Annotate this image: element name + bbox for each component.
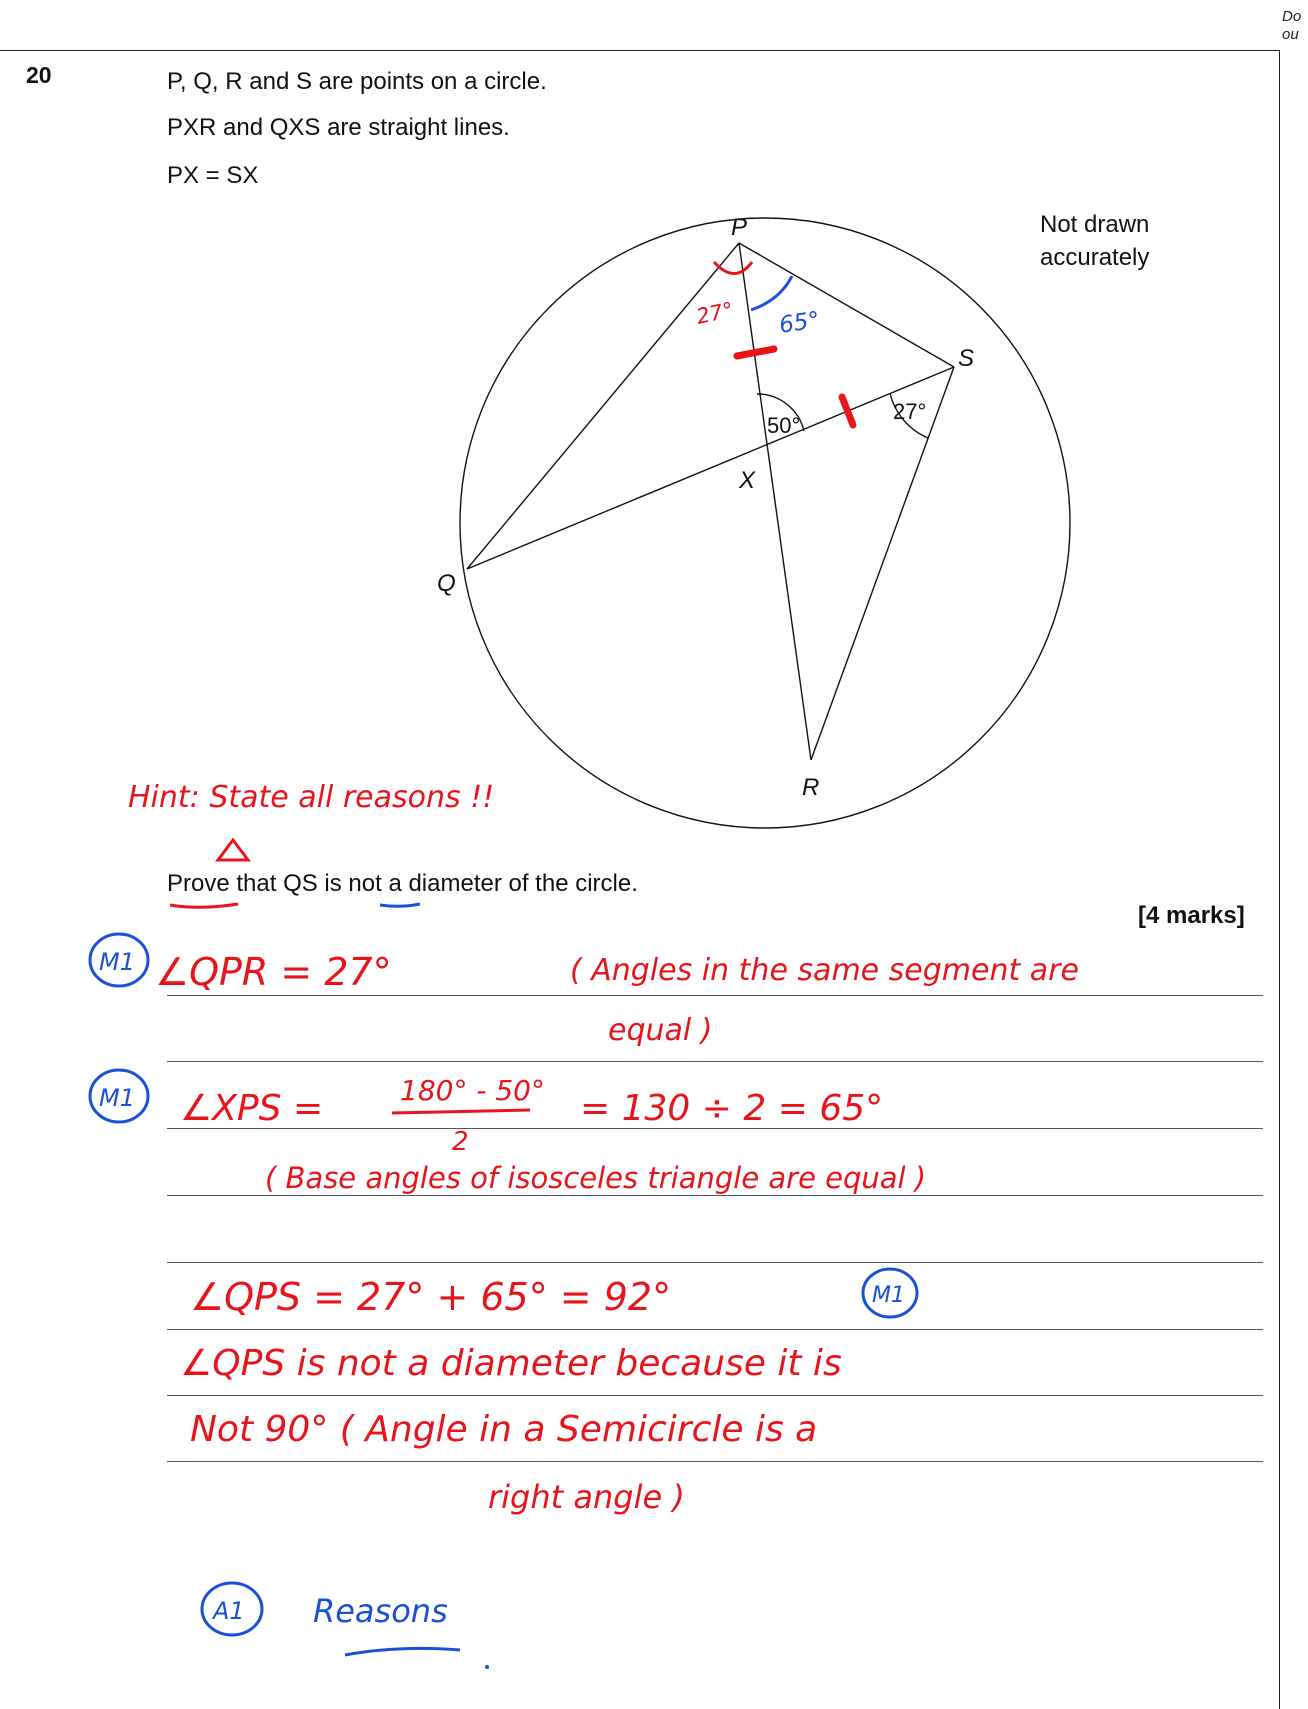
- annotation-65-at-P: 65°: [777, 307, 822, 339]
- mark-line1: M1: [99, 948, 135, 976]
- result-line2: = 130 ÷ 2 = 65°: [580, 1088, 884, 1129]
- question-number: 20: [26, 62, 52, 88]
- prove-statement: Prove that QS is not a diameter of the circle.: [167, 870, 638, 897]
- not-drawn-accurately-note: Not drawn accurately: [1040, 211, 1150, 271]
- stem-line-3: PX = SX: [167, 162, 259, 189]
- mark-line2: M1: [99, 1084, 135, 1112]
- label-Q: Q: [437, 570, 456, 597]
- hint-triangle: [218, 840, 248, 860]
- final-underline: [345, 1648, 460, 1655]
- reason-line3: ( Base angles of isosceles triangle are equal ): [265, 1161, 927, 1195]
- tick-mark-SX: [842, 397, 853, 425]
- fraction-numerator: 180° - 50°: [400, 1074, 545, 1107]
- annotation-27-at-P: 27°: [694, 297, 736, 329]
- work-line4: ∠QPS = 27° + 65° = 92°: [190, 1275, 672, 1319]
- stem-line-1: P, Q, R and S are points on a circle.: [167, 68, 547, 95]
- line-QS: [467, 367, 954, 569]
- line-SR: [811, 367, 954, 760]
- final-dot: [485, 1665, 489, 1669]
- not-underline: [380, 904, 420, 906]
- line7-text: right angle ): [488, 1478, 685, 1516]
- stem-line-2: PXR and QXS are straight lines.: [167, 114, 510, 141]
- work-line1: ∠QPR = 27°: [155, 950, 392, 994]
- mark-final: A1: [213, 1597, 245, 1625]
- label-P: P: [731, 214, 748, 241]
- reason-line1-b: equal ): [608, 1013, 713, 1048]
- reason-line1-a: ( Angles in the same segment are: [570, 953, 1079, 988]
- label-X: X: [739, 467, 756, 494]
- mark-line4: M1: [872, 1283, 905, 1308]
- marks-label: [4 marks]: [1138, 902, 1245, 929]
- blue-arc-at-P: [751, 276, 792, 310]
- circle-diagram: [460, 218, 1070, 828]
- margin-note: Do ou: [1282, 8, 1302, 43]
- line6-text: Not 90° ( Angle in a Semicircle is a: [190, 1409, 818, 1450]
- work-line2: ∠XPS =: [180, 1088, 324, 1129]
- hint-text: Hint: State all reasons !!: [128, 780, 495, 815]
- red-arc-at-P: [714, 262, 752, 274]
- angle-label-27-at-S: 27°: [893, 399, 927, 424]
- fraction-denominator: 2: [452, 1127, 469, 1157]
- circle: [460, 218, 1070, 828]
- tick-mark-PX: [737, 349, 774, 356]
- label-R: R: [802, 774, 820, 801]
- line-PQ: [467, 243, 739, 569]
- final-label: Reasons: [313, 1592, 448, 1630]
- line5-text: ∠QPS is not a diameter because it is: [180, 1343, 842, 1384]
- reason-line1: [570, 953, 1079, 988]
- angle-label-50: 50°: [767, 413, 801, 438]
- fraction-bar: [392, 1110, 530, 1113]
- label-S: S: [958, 345, 975, 372]
- prove-underline: [170, 904, 238, 907]
